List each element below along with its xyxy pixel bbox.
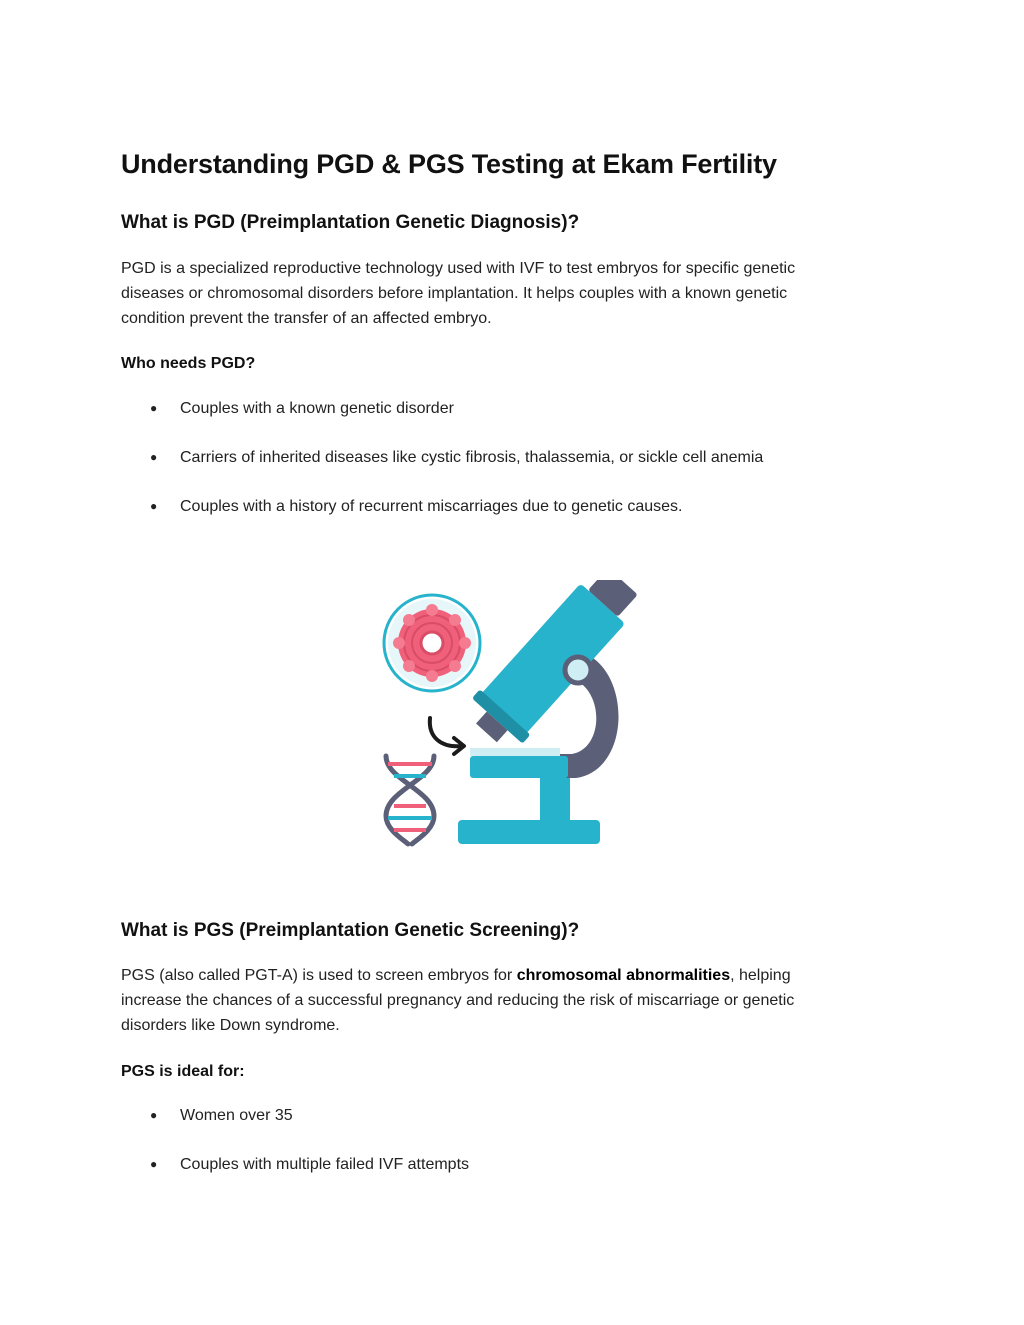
list-item: [150, 1107, 293, 1125]
list-item-text: Women over 35: [180, 1107, 293, 1124]
pgs-ideal-heading: PGS is ideal for:: [121, 1063, 245, 1080]
pgs-paragraph: [121, 963, 901, 1038]
bullet-icon: ●: [150, 450, 158, 464]
page-title: Understanding PGD & PGS Testing at Ekam Fertility: [121, 149, 777, 179]
pgd-paragraph: [121, 256, 901, 331]
pgs-heading: What is PGS (Preimplantation Genetic Screening)?: [121, 920, 580, 941]
list-item: [150, 1156, 469, 1174]
pgs-bold-term: chromosomal abnormalities: [516, 967, 731, 984]
arrow-icon: [430, 718, 464, 754]
bullet-icon: ●: [150, 401, 158, 415]
pgd-paragraph-line: PGD is a specialized reproductive technology used with IVF to test embryos for specific genetic: [121, 260, 796, 277]
bullet-icon: ●: [150, 499, 158, 513]
pgs-line-text: , helping: [730, 967, 791, 984]
list-item: [150, 449, 763, 467]
list-item-text: Couples with multiple failed IVF attempts: [180, 1156, 470, 1173]
pgs-line-text: PGS (also called PGT-A) is used to screen embryos for: [121, 967, 517, 984]
pgd-paragraph-line: diseases or chromosomal disorders before implantation. It helps couples with a known genetic: [121, 285, 788, 302]
embryo-icon: [384, 595, 480, 691]
dna-icon: [386, 756, 434, 844]
list-item: [150, 400, 454, 418]
list-item-text: Couples with a history of recurrent miscarriages due to genetic causes.: [180, 498, 683, 515]
pgs-paragraph-line: [121, 963, 901, 988]
bullet-icon: ●: [150, 1157, 158, 1171]
bullet-icon: ●: [150, 1108, 158, 1122]
list-item-text: Carriers of inherited diseases like cystic fibrosis, thalassemia, or sickle cell anemia: [180, 449, 764, 466]
list-item: [150, 498, 682, 516]
who-needs-pgd-heading: Who needs PGD?: [121, 355, 256, 372]
pgs-paragraph-line: increase the chances of a successful pregnancy and reducing the risk of miscarriage or genetic: [121, 992, 795, 1009]
microscope-icon: [458, 580, 642, 844]
pgs-paragraph-line: disorders like Down syndrome.: [121, 1017, 340, 1034]
lab-illustration: [372, 580, 642, 850]
list-item-text: Couples with a known genetic disorder: [180, 400, 454, 417]
pgd-heading: What is PGD (Preimplantation Genetic Diagnosis)?: [121, 212, 580, 233]
pgd-paragraph-line: condition prevent the transfer of an affected embryo.: [121, 310, 492, 327]
